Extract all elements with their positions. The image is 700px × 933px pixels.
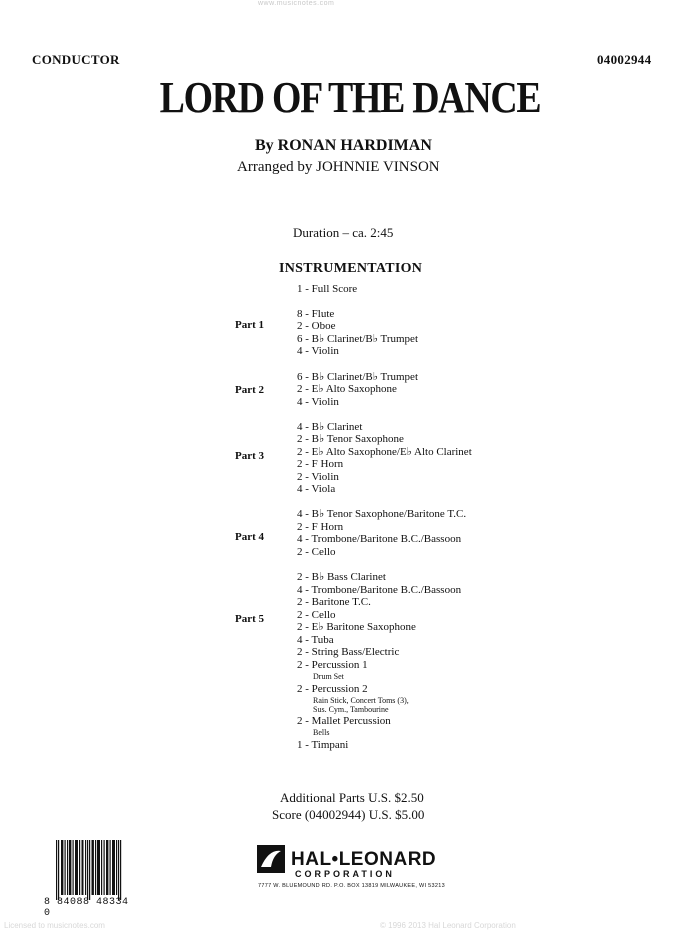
instrument-line: 1 - Timpani [297, 739, 349, 751]
part-2-label: Part 2 [235, 384, 265, 396]
composer-credit: By RONAN HARDIMAN [255, 137, 432, 154]
instrument-line: 2 - Baritone T.C. [297, 596, 371, 608]
duration-text: Duration – ca. 2:45 [293, 225, 394, 240]
instrument-line: 6 - B♭ Clarinet/B♭ Trumpet [297, 333, 418, 345]
bottom-watermark-left: Licensed to musicnotes.com [4, 921, 105, 930]
barcode-digits: 8 84088 48334 0 [44, 897, 129, 919]
instrument-line: 6 - B♭ Clarinet/B♭ Trumpet [297, 371, 418, 383]
instrument-line: 2 - F Horn [297, 521, 344, 533]
instrumentation-heading: INSTRUMENTATION [279, 261, 423, 276]
instrument-line: 4 - Violin [297, 345, 339, 357]
instrument-line: 4 - B♭ Tenor Saxophone/Baritone T.C. [297, 508, 467, 520]
instrument-line: 2 - Violin [297, 471, 339, 483]
arranger-credit: Arranged by JOHNNIE VINSON [237, 159, 440, 175]
barcode-image [44, 840, 132, 905]
logo-subtitle: CORPORATION [295, 869, 395, 879]
conductor-label: CONDUCTOR [32, 52, 120, 67]
instrument-line: 2 - E♭ Alto Saxophone [297, 383, 397, 395]
price-block [272, 789, 424, 823]
instrument-line: 4 - B♭ Clarinet [297, 421, 363, 433]
instrument-line: 4 - Tuba [297, 634, 334, 646]
instrument-line: 4 - Violin [297, 396, 339, 408]
part-3-label: Part 3 [235, 450, 265, 462]
instrument-line: 2 - F Horn [297, 458, 344, 470]
part-4-label: Part 4 [235, 531, 265, 543]
instrument-line: 8 - Flute [297, 308, 335, 320]
instrument-line: 2 - Percussion 2 [297, 683, 368, 695]
top-watermark: www.musicnotes.com [258, 0, 335, 7]
instrument-subline: Rain Stick, Concert Toms (3), [313, 696, 409, 705]
bottom-watermark-right: © 1996 2013 Hal Leonard Corporation [380, 921, 516, 930]
instrument-line: 2 - E♭ Baritone Saxophone [297, 621, 416, 633]
instrument-line: 2 - Percussion 1 [297, 659, 368, 671]
additional-parts-price: Additional Parts U.S. $2.50 [280, 790, 424, 805]
instrument-line: 2 - Cello [297, 546, 336, 558]
page-title: LORD OF THE DANCE [159, 73, 541, 122]
instrument-subline: Bells [313, 728, 330, 737]
instrument-line: 2 - Oboe [297, 320, 336, 332]
publisher-address: 7777 W. BLUEMOUND RD. P.O. BOX 13819 MILWAUKEE, WI 53213 [258, 883, 445, 889]
instrument-line: 2 - String Bass/Electric [297, 646, 400, 658]
instrument-line: 2 - B♭ Tenor Saxophone [297, 433, 404, 445]
catalog-number: 04002944 [597, 52, 652, 67]
instrument-line: 2 - Cello [297, 609, 336, 621]
hal-leonard-logo [257, 843, 467, 883]
instrument-line: 4 - Trombone/Baritone B.C./Bassoon [297, 584, 462, 596]
part-5-label: Part 5 [235, 613, 265, 625]
instrument-line: 2 - E♭ Alto Saxophone/E♭ Alto Clarinet [297, 446, 472, 458]
instrument-line: 2 - Mallet Percussion [297, 715, 391, 727]
part-1-label: Part 1 [235, 319, 265, 331]
instrument-line: 1 - Full Score [297, 283, 358, 295]
instrument-subline: Drum Set [313, 672, 344, 681]
instrument-line: 4 - Trombone/Baritone B.C./Bassoon [297, 533, 462, 545]
score-price: Score (04002944) U.S. $5.00 [272, 807, 425, 822]
logo-name: HAL•LEONARD [291, 849, 437, 870]
instrument-subline: Sus. Cym., Tambourine [313, 705, 389, 714]
instrument-line: 2 - B♭ Bass Clarinet [297, 571, 386, 583]
instrument-line: 4 - Viola [297, 483, 336, 495]
